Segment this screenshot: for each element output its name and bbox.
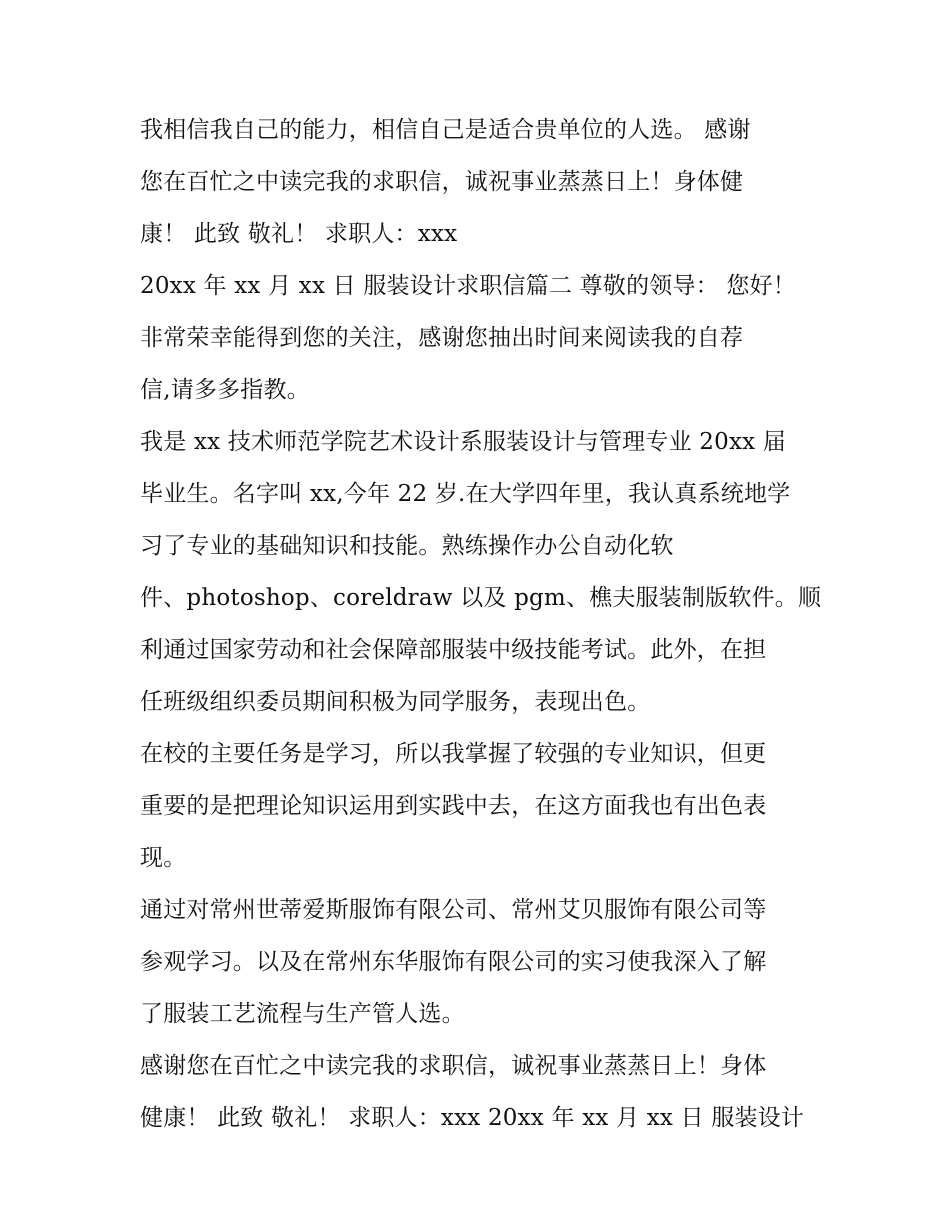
text-line: 我相信我自己的能力，相信自己是适合贵单位的人选。 感谢: [140, 117, 751, 143]
text-line: 任班级组织委员期间积极为同学服务，表现出色。: [140, 689, 651, 715]
text-line: 通过对常州世蒂爱斯服饰有限公司、常州艾贝服饰有限公司等: [140, 897, 767, 923]
text-line: 我是 xx 技术师范学院艺术设计系服装设计与管理专业 20xx 届: [140, 429, 786, 455]
text-line: 了服装工艺流程与生产管人选。: [140, 1001, 465, 1027]
text-line: 20xx 年 xx 月 xx 日 服装设计求职信篇二 尊敬的领导： 您好！: [140, 273, 796, 299]
text-line: 重要的是把理论知识运用到实践中去，在这方面我也有出色表: [140, 793, 767, 819]
document-body: [140, 104, 820, 1144]
text-line: 件、photoshop、coreldraw 以及 pgm、樵夫服装制版软件。顺: [140, 585, 822, 611]
text-line: 您在百忙之中读完我的求职信，诚祝事业蒸蒸日上！身体健: [140, 169, 744, 195]
text-line: 现。: [140, 845, 187, 871]
text-line: 参观学习。以及在常州东华服饰有限公司的实习使我深入了解: [140, 949, 767, 975]
text-line: 非常荣幸能得到您的关注，感谢您抽出时间来阅读我的自荐: [140, 325, 744, 351]
text-line: 感谢您在百忙之中读完我的求职信，诚祝事业蒸蒸日上！身体: [140, 1053, 767, 1079]
text-line: 信,请多多指教。: [140, 377, 310, 403]
text-line: 在校的主要任务是学习，所以我掌握了较强的专业知识，但更: [140, 741, 767, 767]
text-line: 健康！ 此致 敬礼！ 求职人：xxx 20xx 年 xx 月 xx 日 服装设计: [140, 1105, 805, 1131]
text-line: 毕业生。名字叫 xx,今年 22 岁.在大学四年里，我认真系统地学: [140, 481, 791, 507]
text-line: 习了专业的基础知识和技能。熟练操作办公自动化软: [140, 533, 674, 559]
text-line: 利通过国家劳动和社会保障部服装中级技能考试。此外，在担: [140, 637, 767, 663]
text-line: 康！ 此致 敬礼！ 求职人：xxx: [140, 221, 458, 247]
